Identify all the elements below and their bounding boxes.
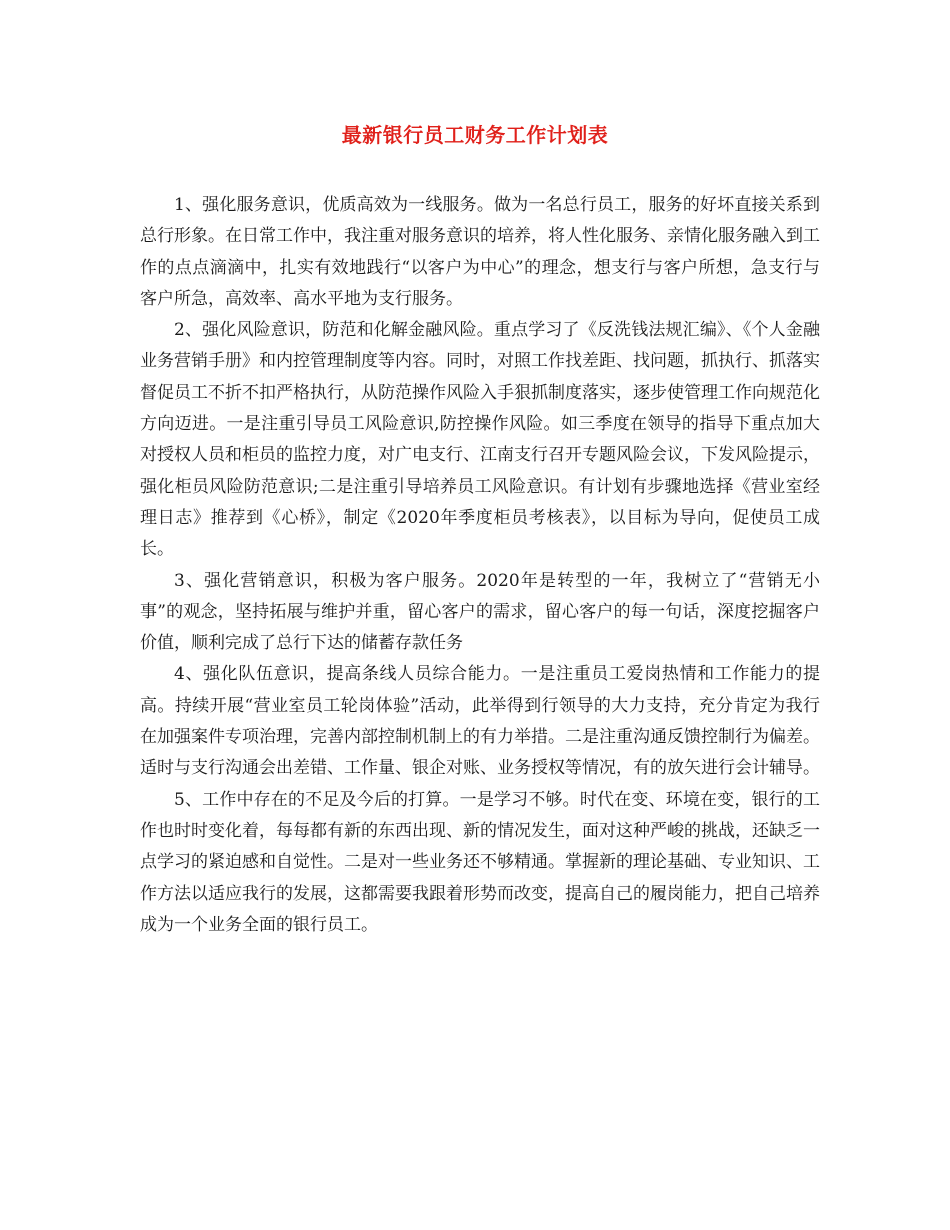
paragraph-team: 4、强化队伍意识，提高条线人员综合能力。一是注重员工爱岗热情和工作能力的提高。持续开展“营业室员工轮岗体验”活动，此举得到行领导的大力支持，充分肯定为我行在加强案件专项治理，完善内部控制机制上的有力举措。二是注重沟通反馈控制行为偏差。适时与支行沟通会出差错、工作量、银企对账、业务授权等情况，有的放矢进行会计辅导。 bbox=[140, 664, 820, 779]
paragraph-marketing: 3、强化营销意识，积极为客户服务。2020年是转型的一年，我树立了“营销无小事”的观念，坚持拓展与维护并重，留心客户的需求，留心客户的每一句话，深度挖掘客户价值，顺利完成了总行下达的储蓄存款任务 bbox=[140, 570, 820, 654]
paragraph-risk: 2、强化风险意识，防范和化解金融风险。重点学习了《反洗钱法规汇编》、《个人金融业务营销手册》和内控管理制度等内容。同时，对照工作找差距、找问题，抓执行、抓落实督促员工不折不扣严格执行，从防范操作风险入手狠抓制度落实，逐步使管理工作向规范化方向迈进。一是注重引导员工风险意识,防控操作风险。如三季度在领导的指导下重点加大对授权人员和柜员的监控力度，对广电支行、江南支行召开专题风险会议，下发风险提示，强化柜员风险防范意识;二是注重引导培养员工风险意识。有计划有步骤地选择《营业室经理日志》推荐到《心桥》，制定《2020年季度柜员考核表》，以目标为导向，促使员工成长。 bbox=[140, 320, 820, 560]
paragraph-service: 1、强化服务意识，优质高效为一线服务。做为一名总行员工，服务的好坏直接关系到总行形象。在日常工作中，我注重对服务意识的培养，将人性化服务、亲情化服务融入到工作的点点滴滴中，扎实有效地践行“以客户为中心”的理念，想支行与客户所想，急支行与客户所急，高效率、高水平地为支行服务。 bbox=[140, 195, 820, 309]
document-title: 最新银行员工财务工作计划表 bbox=[341, 123, 609, 147]
paragraph-shortcomings: 5、工作中存在的不足及今后的打算。一是学习不够。时代在变、环境在变，银行的工作也时时变化着，每每都有新的东西出现、新的情况发生，面对这种严峻的挑战，还缺乏一点学习的紧迫感和自觉性。二是对一些业务还不够精通。掌握新的理论基础、专业知识、工作方法以适应我行的发展，这都需要我跟着形势而改变，提高自己的履岗能力，把自己培养成为一个业务全面的银行员工。 bbox=[140, 789, 820, 935]
document-body bbox=[140, 190, 820, 941]
